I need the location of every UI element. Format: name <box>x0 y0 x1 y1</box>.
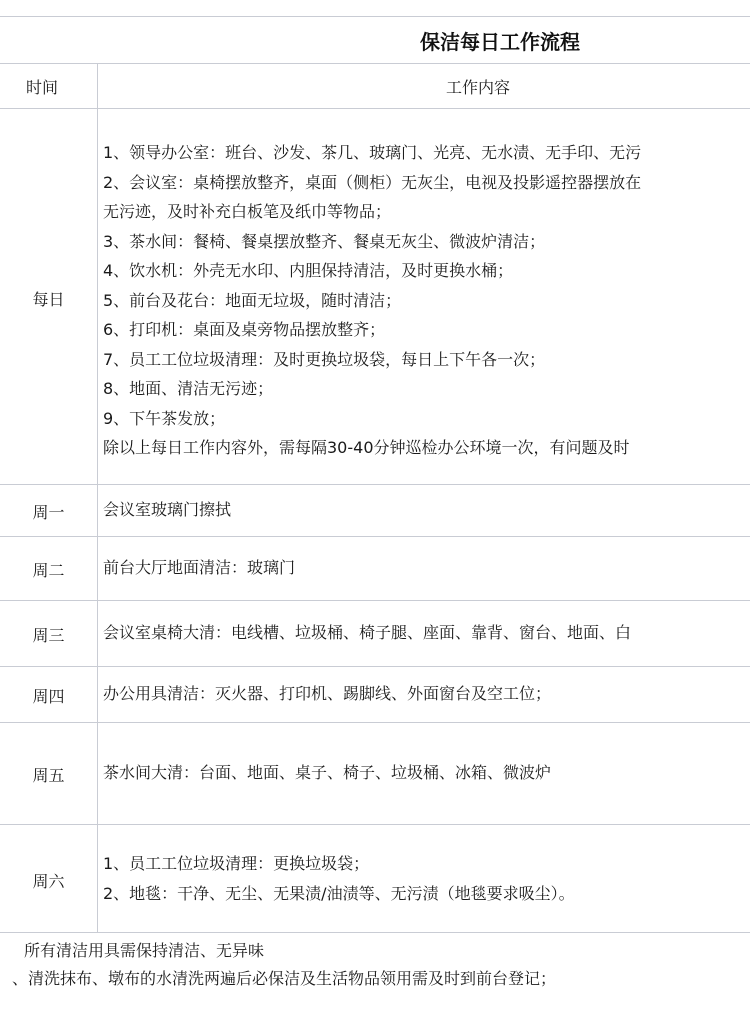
row-content-friday <box>103 758 551 788</box>
row-label-daily: 每日 <box>32 290 65 309</box>
content-line: 会议室玻璃门擦拭 <box>103 500 232 519</box>
grid-line <box>0 16 750 17</box>
row-content-monday <box>103 495 231 525</box>
content-line: 4、饮水机：外壳无水印、内胆保持清洁，及时更换水桶； <box>103 261 514 280</box>
content-line: 6、打印机：桌面及桌旁物品摆放整齐； <box>103 320 386 339</box>
grid-line <box>0 63 750 64</box>
row-content-thursday <box>103 679 551 709</box>
content-line: 1、员工工位垃圾清理：更换垃圾袋； <box>103 854 370 873</box>
content-line: 无污迹，及时补充白板笔及纸巾等物品； <box>103 202 392 221</box>
content-line: 2、地毯：干净、无尘、无果渍/油渍等、无污渍（地毯要求吸尘）。 <box>103 883 575 903</box>
content-line: 办公用具清洁：灭火器、打印机、踢脚线、外面窗台及空工位； <box>103 684 552 703</box>
page-title: 保洁每日工作流程 <box>420 30 580 54</box>
header-time: 时间 <box>26 78 59 97</box>
content-line: 茶水间大清：台面、地面、桌子、椅子、垃圾桶、冰箱、微波炉 <box>103 763 552 782</box>
content-line: 3、茶水间：餐椅、餐桌摆放整齐、餐桌无灰尘、微波炉清洁； <box>103 231 546 251</box>
content-line: 9、下午茶发放； <box>103 408 226 428</box>
grid-line <box>97 63 98 933</box>
row-label-thursday: 周四 <box>32 687 65 706</box>
grid-line <box>0 536 750 537</box>
grid-line <box>0 824 750 825</box>
row-label-saturday: 周六 <box>32 872 65 891</box>
content-line: 7、员工工位垃圾清理：及时更换垃圾袋，每日上下午各一次； <box>103 349 546 369</box>
row-label-friday: 周五 <box>32 766 65 785</box>
content-line: 8、地面、清洁无污迹； <box>103 379 274 398</box>
row-content-saturday <box>103 849 575 908</box>
grid-line <box>0 108 750 109</box>
row-content-wednesday <box>103 618 631 648</box>
row-label-monday: 周一 <box>32 503 65 522</box>
content-line: 前台大厅地面清洁：玻璃门 <box>103 558 296 577</box>
row-label-wednesday: 周三 <box>32 626 65 645</box>
content-line: 会议室桌椅大清：电线槽、垃圾桶、椅子腿、座面、靠背、窗台、地面、白 <box>103 623 632 642</box>
content-line: 除以上每日工作内容外，需每隔30-40分钟巡检办公环境一次，有问题及时 <box>103 438 630 457</box>
note-line: 、清洗抹布、墩布的水清洗两遍后必保洁及生活物品领用需及时到前台登记； <box>12 969 557 988</box>
grid-line <box>0 484 750 485</box>
note-line: 所有清洁用具需保持清洁、无异味 <box>24 941 265 960</box>
row-content-tuesday <box>103 553 295 583</box>
content-line: 2、会议室：桌椅摆放整齐，桌面（侧柜）无灰尘，电视及投影遥控器摆放在 <box>103 172 642 192</box>
row-label-tuesday: 周二 <box>32 561 65 580</box>
header-content: 工作内容 <box>446 78 511 97</box>
grid-line <box>0 666 750 667</box>
grid-line <box>0 600 750 601</box>
content-line: 5、前台及花台：地面无垃圾，随时清洁； <box>103 290 402 310</box>
grid-line <box>0 932 750 933</box>
content-line: 1、领导办公室：班台、沙发、茶几、玻璃门、光亮、无水渍、无手印、无污 <box>103 143 642 162</box>
grid-line <box>0 722 750 723</box>
row-content-daily <box>103 138 641 463</box>
